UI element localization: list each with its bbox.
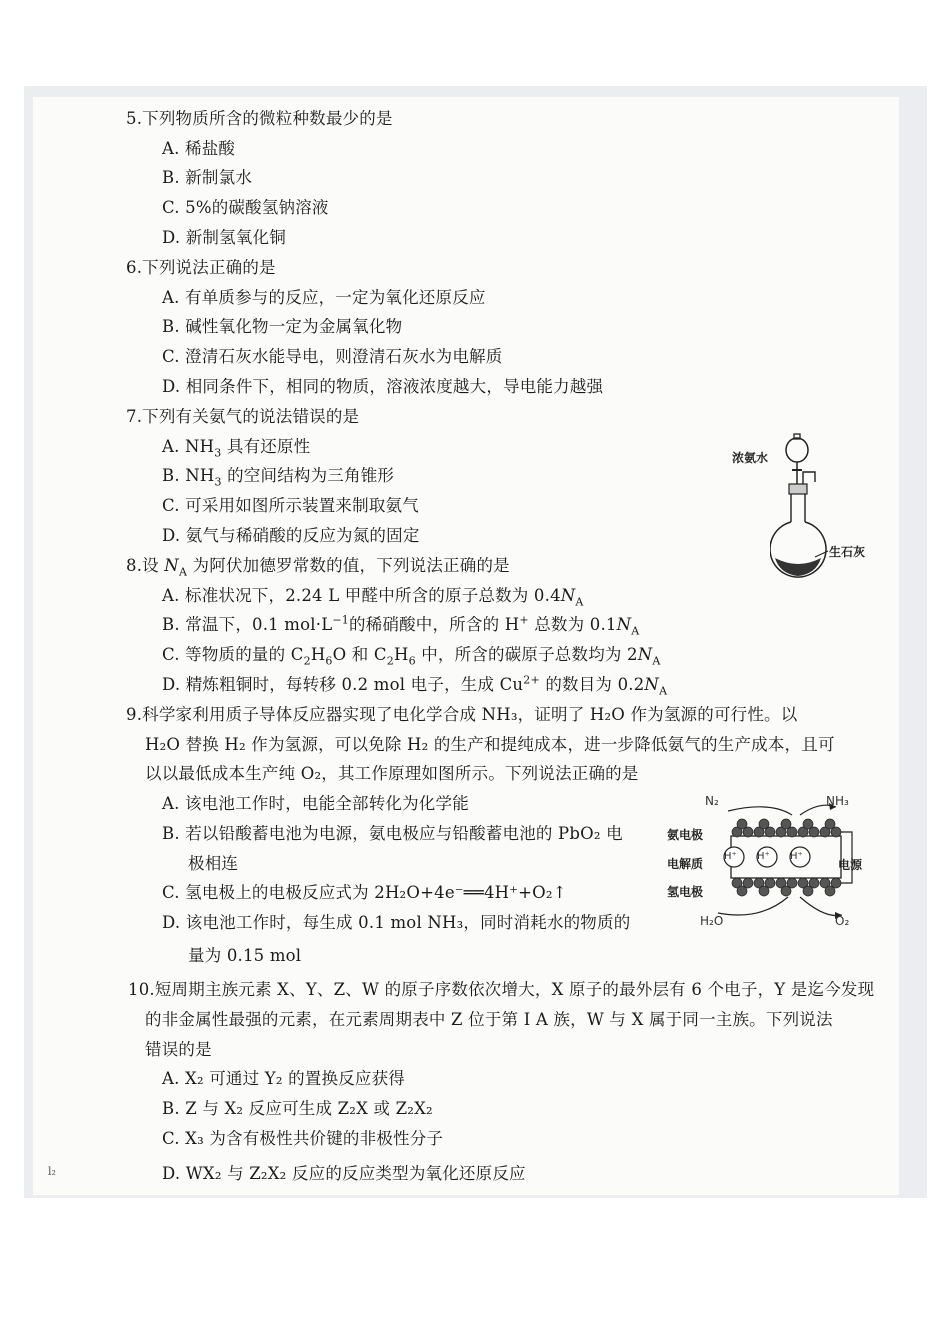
q10-option-d: D. WX₂ 与 Z₂X₂ 反应的反应类型为氧化还原反应 bbox=[162, 1164, 526, 1183]
fig-label-o2: O₂ bbox=[835, 914, 850, 928]
q7-option-c: C. 可采用如图所示装置来制取氨气 bbox=[162, 496, 419, 515]
q5-option-c: C. 5%的碳酸氢钠溶液 bbox=[162, 198, 329, 217]
fig-label-n2: N₂ bbox=[705, 794, 719, 808]
q7-option-b: B. $NH_3$ 的空间结构为三角锥形 bbox=[162, 466, 395, 489]
fig-proton-1: H⁺ bbox=[724, 851, 737, 862]
q9-option-b: B. 若以铅酸蓄电池为电源，氨电极应与铅酸蓄电池的 PbO₂ 电 bbox=[162, 824, 623, 843]
q7-option-a: A. $NH_3$ 具有还原性 bbox=[162, 437, 311, 460]
fig-label-hydrogen-electrode: 氢电极 bbox=[667, 885, 704, 899]
fig-proton-2: H⁺ bbox=[757, 851, 770, 862]
q9-option-d-cont: 量为 0.15 mol bbox=[188, 946, 302, 965]
q9-option-c: C. 氢电极上的电极反应式为 2H₂O+4e⁻══4H⁺+O₂↑ bbox=[162, 883, 567, 902]
fig-label-power: 电源 bbox=[838, 858, 863, 872]
q8-stem: 8.设 $N_A$ 为阿伏加德罗常数的值，下列说法正确的是 bbox=[126, 556, 510, 579]
q6-option-a: A. 有单质参与的反应，一定为氧化还原反应 bbox=[162, 288, 486, 307]
q6-stem: 6.下列说法正确的是 bbox=[126, 258, 276, 277]
q9-option-d: D. 该电池工作时，每生成 0.1 mol NH₃，同时消耗水的物质的 bbox=[162, 913, 631, 932]
q9-stem-line1: 9.科学家利用质子导体反应器实现了电化学合成 NH₃，证明了 H₂O 作为氢源的可行性。以 bbox=[126, 705, 798, 724]
q5-option-d: D. 新制氢氧化铜 bbox=[162, 228, 286, 247]
page-corner-mark: l₂ bbox=[48, 1165, 56, 1178]
q5-option-a: A. 稀盐酸 bbox=[162, 139, 236, 158]
fig-label-ammonia-electrode: 氨电极 bbox=[667, 828, 704, 842]
q7-option-d: D. 氨气与稀硝酸的反应为氮的固定 bbox=[162, 526, 420, 545]
q9-stem-line3: 以以最低成本生产纯 O₂，其工作原理如图所示。下列说法正确的是 bbox=[145, 764, 639, 783]
q6-option-b: B. 碱性氧化物一定为金属氧化物 bbox=[162, 317, 403, 336]
q6-option-c: C. 澄清石灰水能导电，则澄清石灰水为电解质 bbox=[162, 347, 503, 366]
fig-label-h2o: H₂O bbox=[700, 914, 724, 928]
fig-label-quicklime: 生石灰 bbox=[829, 545, 866, 559]
fig-label-electrolyte: 电解质 bbox=[667, 857, 704, 871]
q8-option-c: C. 等物质的量的 $C_2H_6O$ 和 $C_2H_6$ 中，所含的碳原子总数均为 $2N_A$ bbox=[162, 645, 661, 668]
fig-label-conc-ammonia: 浓氨水 bbox=[732, 451, 769, 465]
q9-option-a: A. 该电池工作时，电能全部转化为化学能 bbox=[162, 794, 469, 813]
q5-stem: 5.下列物质所含的微粒种数最少的是 bbox=[126, 109, 393, 128]
fig-proton-3: H⁺ bbox=[790, 851, 803, 862]
q10-stem-line3: 错误的是 bbox=[145, 1040, 212, 1059]
q10-option-b: B. Z 与 X₂ 反应可生成 Z₂X 或 Z₂X₂ bbox=[162, 1099, 433, 1118]
q10-option-c: C. X₃ 为含有极性共价键的非极性分子 bbox=[162, 1129, 444, 1148]
q8-option-d: D. 精炼粗铜时，每转移 0.2 mol 电子，生成 $Cu^{2+}$ 的数目为 $0.2N_A$ bbox=[162, 673, 668, 698]
q10-stem-line2: 的非金属性最强的元素，在元素周期表中 Z 位于第 Ⅰ A 族，W 与 X 属于同一主族。下列说法 bbox=[145, 1010, 833, 1029]
q6-option-d: D. 相同条件下，相同的物质，溶液浓度越大，导电能力越强 bbox=[162, 377, 604, 396]
q10-option-a: A. X₂ 可通过 Y₂ 的置换反应获得 bbox=[162, 1069, 406, 1088]
q10-stem-line1: 10.短周期主族元素 X、Y、Z、W 的原子序数依次增大，X 原子的最外层有 6 个电子，Y 是迄今发现 bbox=[128, 980, 875, 999]
q5-option-b: B. 新制氯水 bbox=[162, 168, 253, 187]
q8-option-b: B. 常温下，0.1 $mol\cdot L^{-1}$的稀硝酸中，所含的 H+ 总数为 $0.1N_A$ bbox=[162, 613, 640, 638]
q9-stem-line2: H₂O 替换 H₂ 作为氢源，可以免除 H₂ 的生产和提纯成本，进一步降低氨气的生产成本，且可 bbox=[145, 735, 835, 754]
fig-label-nh3: NH₃ bbox=[826, 794, 849, 808]
q8-option-a: A. 标准状况下，2.24 L 甲醛中所含的原子总数为 $0.4N_A$ bbox=[162, 586, 584, 609]
q7-stem: 7.下列有关氨气的说法错误的是 bbox=[126, 407, 360, 426]
q9-option-b-cont: 极相连 bbox=[188, 854, 239, 873]
